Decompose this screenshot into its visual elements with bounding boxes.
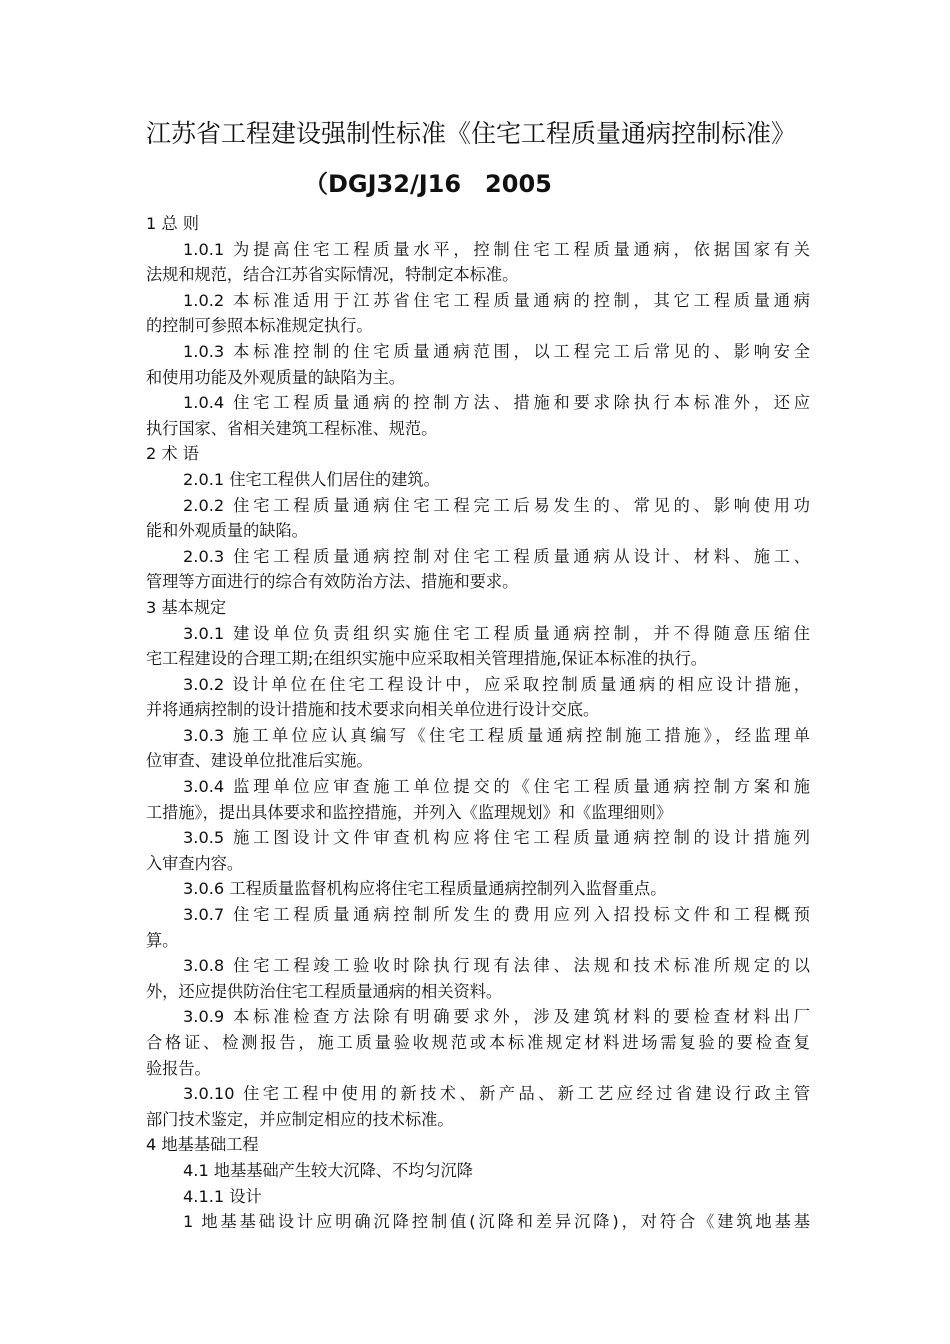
text-line: 位审查、建设单位批准后实施。 [146, 751, 373, 771]
text-line: 宅工程建设的合理工期;在组织实施中应采取相关管理措施,保证本标准的执行。 [146, 649, 707, 669]
text-line: 4 地基基础工程 [146, 1135, 259, 1155]
text-line: 入审查内容。 [146, 853, 244, 873]
text-line: 3 基本规定 [146, 597, 227, 617]
text-line: 2 术 语 [146, 444, 199, 464]
text-line: 1.0.2 本标准适用于江苏省住宅工程质量通病的控制，其它工程质量通病 [183, 290, 810, 310]
text-line: 管理等方面进行的综合有效防治方法、措施和要求。 [146, 572, 519, 592]
text-line: 1.0.1 为提高住宅工程质量水平，控制住宅工程质量通病，依据国家有关 [183, 239, 810, 259]
text-line: 法规和规范，结合江苏省实际情况，特制定本标准。 [146, 265, 519, 285]
text-line: 3.0.8 住宅工程竣工验收时除执行现有法律、法规和技术标准所规定的以 [183, 956, 810, 976]
document-subtitle: （DGJ32/J16 2005 [304, 170, 552, 198]
text-line: 1.0.3 本标准控制的住宅质量通病范围，以工程完工后常见的、影响安全 [183, 341, 810, 361]
text-line: 1.0.4 住宅工程质量通病的控制方法、措施和要求除执行本标准外，还应 [183, 393, 810, 413]
text-line: 合格证、检测报告，施工质量验收规范或本标准规定材料进场需复验的要检查复 [146, 1033, 810, 1052]
text-line: 4.1 地基基础产生较大沉降、不均匀沉降 [183, 1160, 473, 1180]
document-body [146, 211, 810, 1235]
text-line: 2.0.1 住宅工程供人们居住的建筑。 [183, 469, 440, 489]
text-line: 3.0.4 监理单位应审查施工单位提交的《住宅工程质量通病控制方案和施 [183, 777, 810, 797]
document-title: 江苏省工程建设强制性标准《住宅工程质量通病控制标准》 [146, 119, 797, 148]
text-line: 外，还应提供防治住宅工程质量通病的相关资料。 [146, 981, 503, 1001]
text-line: 算。 [146, 930, 179, 950]
text-line: 3.0.2 设计单位在住宅工程设计中，应采取控制质量通病的相应设计措施， [183, 674, 810, 694]
text-line: 1 地基基础设计应明确沉降控制值(沉降和差异沉降)，对符合《建筑地基基 [183, 1212, 810, 1232]
text-line: 3.0.3 施工单位应认真编写《住宅工程质量通病控制施工措施》，经监理单 [183, 725, 810, 745]
text-line: 2.0.3 住宅工程质量通病控制对住宅工程质量通病从设计、材料、施工、 [183, 546, 810, 566]
text-line: 3.0.6 工程质量监督机构应将住宅工程质量通病控制列入监督重点。 [183, 879, 667, 899]
text-line: 3.0.9 本标准检查方法除有明确要求外，涉及建筑材料的要检查材料出厂 [183, 1007, 810, 1027]
text-line: 工措施》，提出具体要求和监控措施，并列入《监理规划》和《监理细则》 [146, 802, 673, 822]
text-line: 能和外观质量的缺陷。 [146, 521, 308, 541]
text-line: 3.0.7 住宅工程质量通病控制所发生的费用应列入招投标文件和工程概预 [183, 905, 810, 925]
text-line: 部门技术鉴定，并应制定相应的技术标准。 [146, 1109, 454, 1129]
text-line: 的控制可参照本标准规定执行。 [146, 316, 373, 336]
text-line: 执行国家、省相关建筑工程标准、规范。 [146, 418, 438, 438]
text-line: 3.0.1 建设单位负责组织实施住宅工程质量通病控制，并不得随意压缩住 [183, 623, 810, 643]
text-line: 1 总 则 [146, 214, 199, 233]
text-line: 并将通病控制的设计措施和技术要求向相关单位进行设计交底。 [146, 700, 600, 720]
text-line: 3.0.5 施工图设计文件审查机构应将住宅工程质量通病控制的设计措施列 [183, 828, 810, 848]
text-line: 3.0.10 住宅工程中使用的新技术、新产品、新工艺应经过省建设行政主管 [183, 1084, 810, 1104]
text-line: 2.0.2 住宅工程质量通病住宅工程完工后易发生的、常见的、影响使用功 [183, 495, 810, 515]
text-line: 验报告。 [146, 1058, 211, 1078]
text-line: 和使用功能及外观质量的缺陷为主。 [146, 367, 405, 387]
text-line: 4.1.1 设计 [183, 1186, 262, 1206]
